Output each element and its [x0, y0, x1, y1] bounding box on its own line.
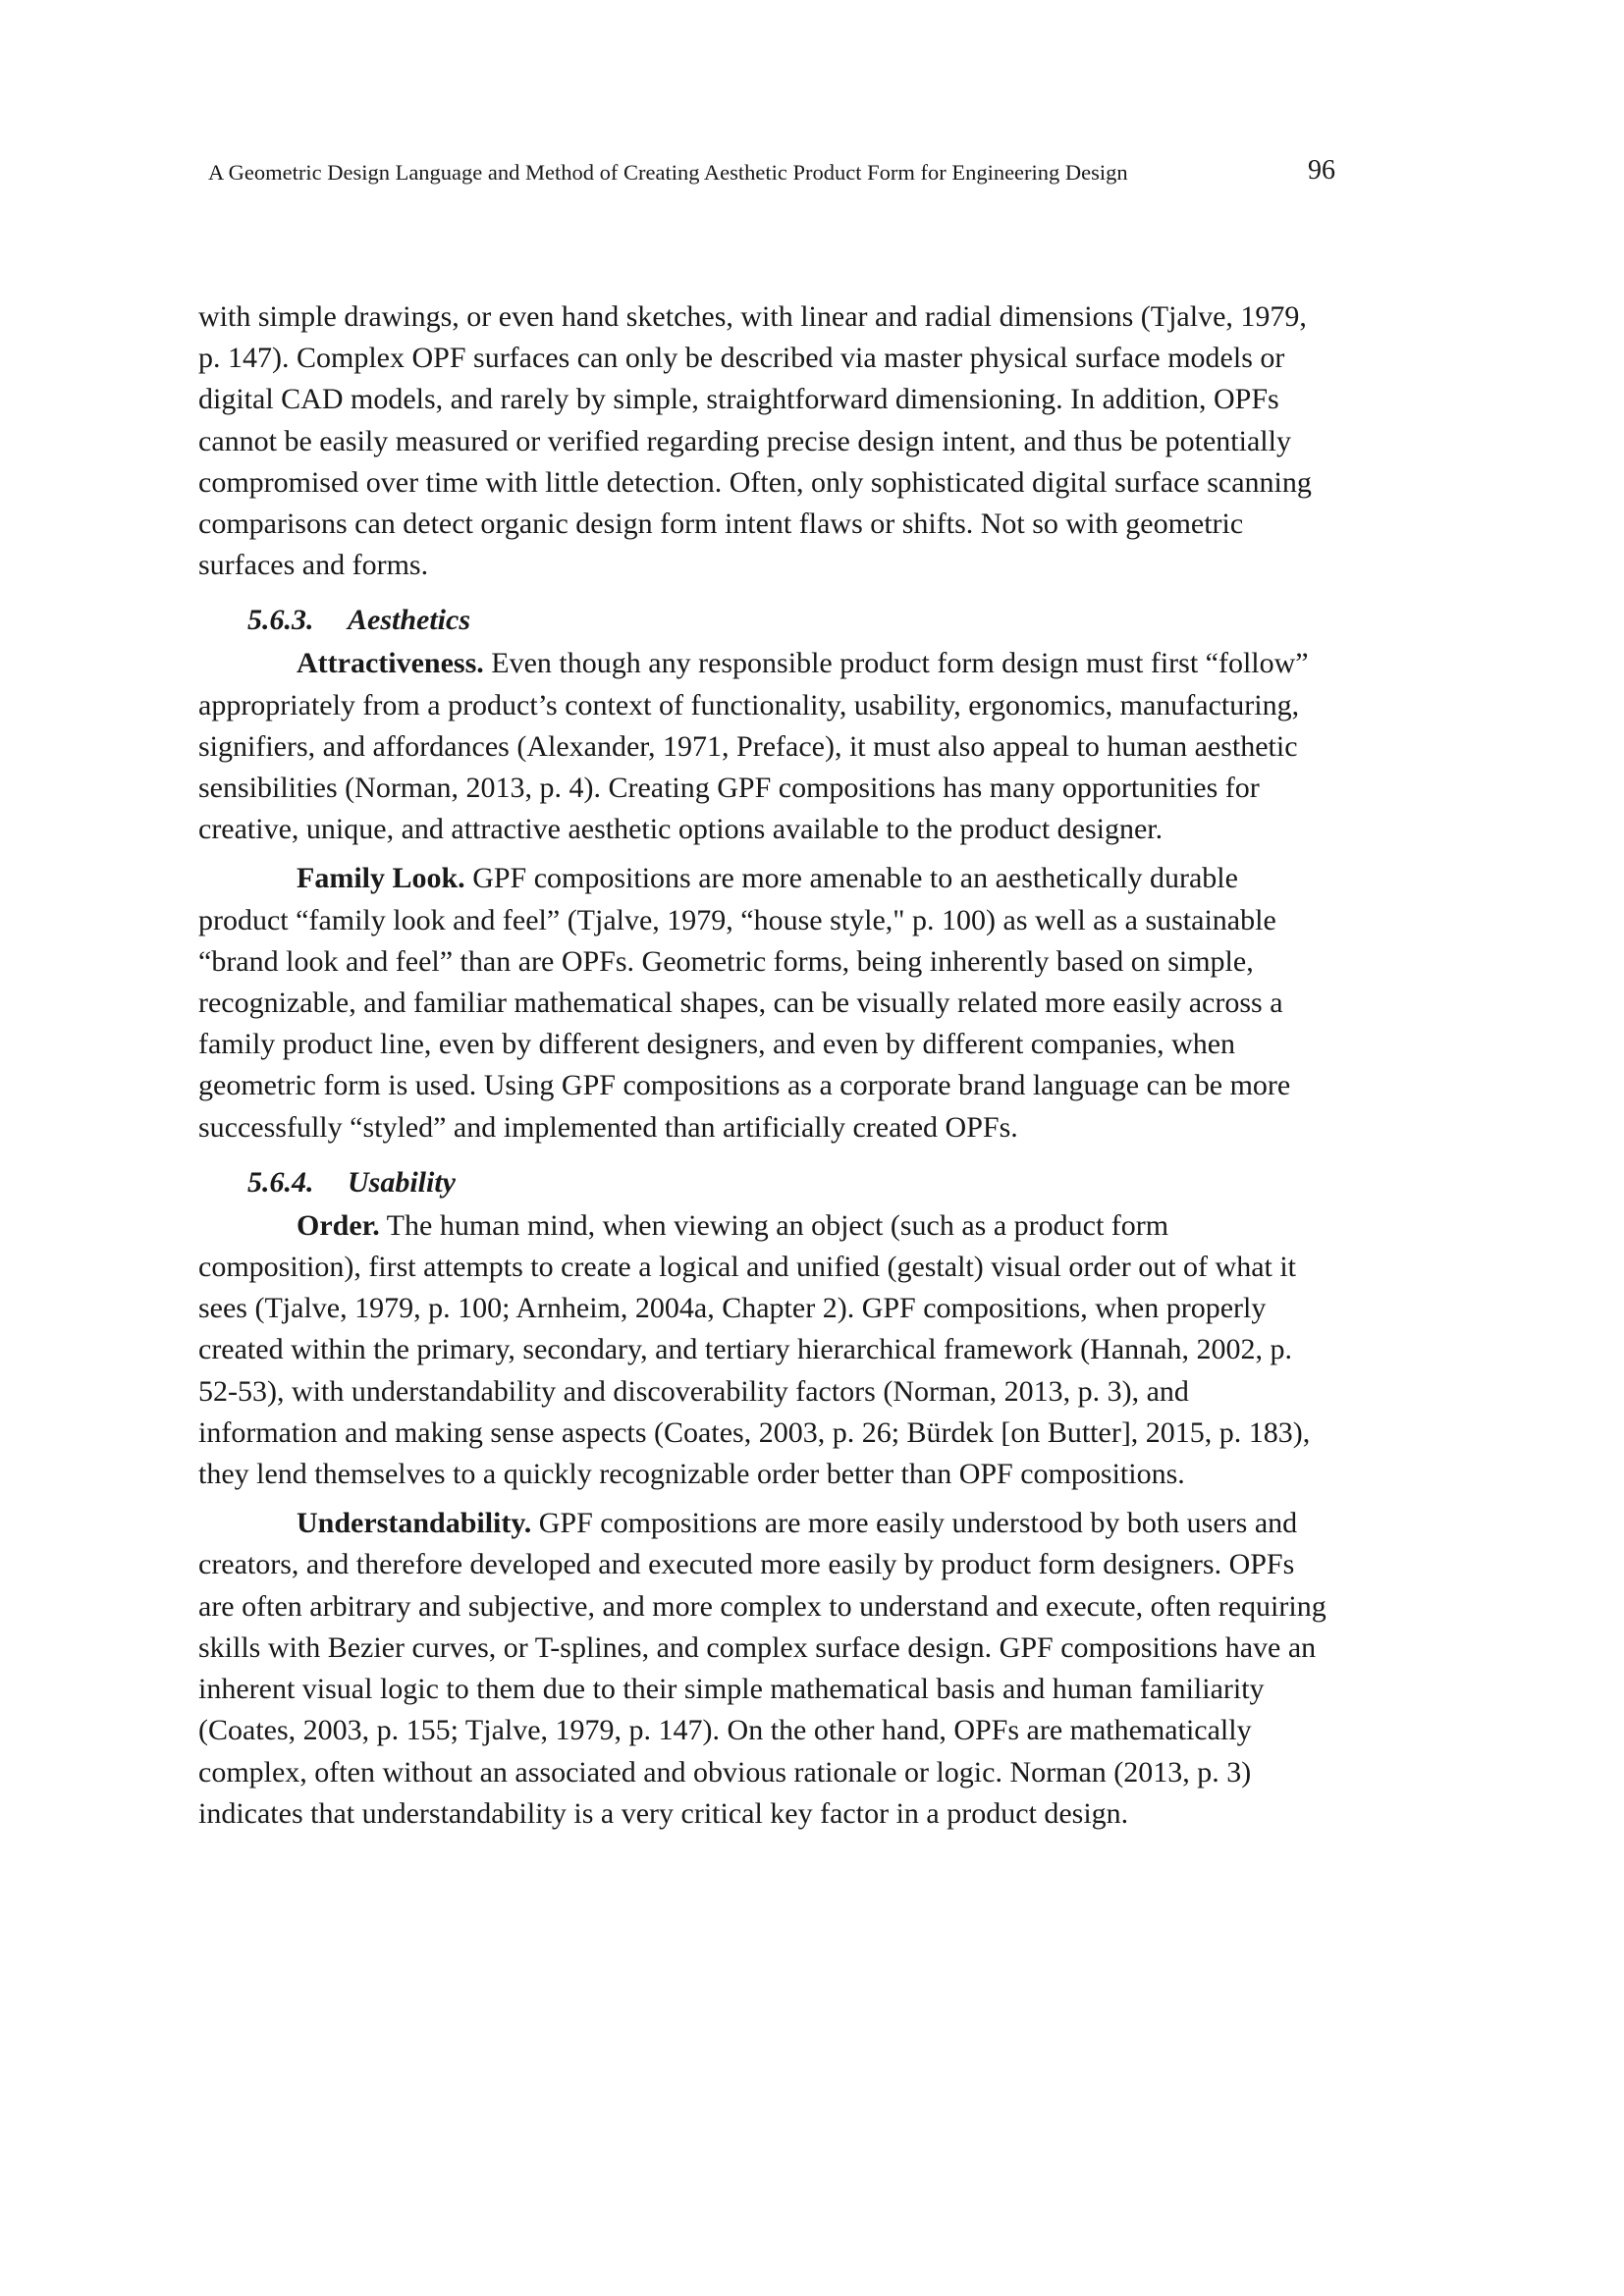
paragraph-family-look	[198, 858, 1335, 1148]
body-text	[198, 296, 1335, 1835]
paragraph-attractiveness	[198, 643, 1335, 850]
run-in-heading: Order.	[297, 1208, 380, 1242]
run-in-heading: Family Look.	[297, 862, 465, 895]
running-header: A Geometric Design Language and Method of Creating Aesthetic Product Form for Engineering Design	[208, 160, 1128, 185]
paragraph-understandability	[198, 1503, 1335, 1835]
section-title: Usability	[348, 1165, 456, 1199]
page-number: 96	[1308, 155, 1335, 186]
paragraph-body: Even though any responsible product form design must first “follow” appropriately from a product’s context of functionality, usability, ergonomics, manufacturing, signifiers, and affordances (Alexander, 1971, Preface), it must also appeal to human aesthetic sensibilities (Norman, 2013, p. 4). Creating GPF compositions has many opportunities for creative, unique, and attractive aesthetic options available to the product designer.	[198, 647, 1309, 846]
paragraph-body: GPF compositions are more amenable to an aesthetically durable product “family look and feel” (Tjalve, 1979, “house style," p. 100) as well as a sustainable “brand look and feel” than are OPFs. Geometric forms, being inherently based on simple, recognizable, and familiar mathematical shapes, can be visually related more easily across a family product line, even by different designers, and even by different companies, when geometric form is used. Using GPF compositions as a corporate brand language can be more successfully “styled” and implemented than artificially created OPFs.	[198, 862, 1291, 1144]
run-in-heading: Attractiveness.	[297, 647, 484, 680]
paragraph-order	[198, 1205, 1335, 1495]
run-in-heading: Understandability.	[297, 1507, 532, 1540]
section-heading-usability	[198, 1162, 1335, 1203]
section-number: 5.6.4.	[247, 1165, 314, 1199]
section-title: Aesthetics	[348, 604, 470, 637]
section-heading-aesthetics	[198, 600, 1335, 641]
paragraph-body: GPF compositions are more easily understood by both users and creators, and therefore developed and executed more easily by product form designers. OPFs are often arbitrary and subjective, and more complex to understand and execute, often requiring skills with Bezier curves, or T-splines, and complex surface design. GPF compositions have an inherent visual logic to them due to their simple mathematical basis and human familiarity (Coates, 2003, p. 155; Tjalve, 1979, p. 147). On the other hand, OPFs are mathematically complex, often without an associated and obvious rationale or logic. Norman (2013, p. 3) indicates that understandability is a very critical key factor in a product design.	[198, 1507, 1326, 1830]
paragraph-body: The human mind, when viewing an object (such as a product form composition), first attempts to create a logical and unified (gestalt) visual order out of what it sees (Tjalve, 1979, p. 100; Arnheim, 2004a, Chapter 2). GPF compositions, when properly created within the primary, secondary, and tertiary hierarchical framework (Hannah, 2002, p. 52-53), with understandability and discoverability factors (Norman, 2013, p. 3), and information and making sense aspects (Coates, 2003, p. 26; Bürdek [on Butter], 2015, p. 183), they lend themselves to a quickly recognizable order better than OPF compositions.	[198, 1208, 1311, 1491]
section-number: 5.6.3.	[247, 604, 314, 637]
paragraph-continuation: with simple drawings, or even hand sketches, with linear and radial dimensions (Tjalve, 1979, p. 147). Complex OPF surfaces can only be described via master physical surface models or digital CAD models, and rarely by simple, straightforward dimensioning. In addition, OPFs cannot be easily measured or verified regarding precise design intent, and thus be potentially compromised over time with little detection. Often, only sophisticated digital surface scanning comparisons can detect organic design form intent flaws or shifts. Not so with geometric surfaces and forms.	[198, 300, 1312, 582]
